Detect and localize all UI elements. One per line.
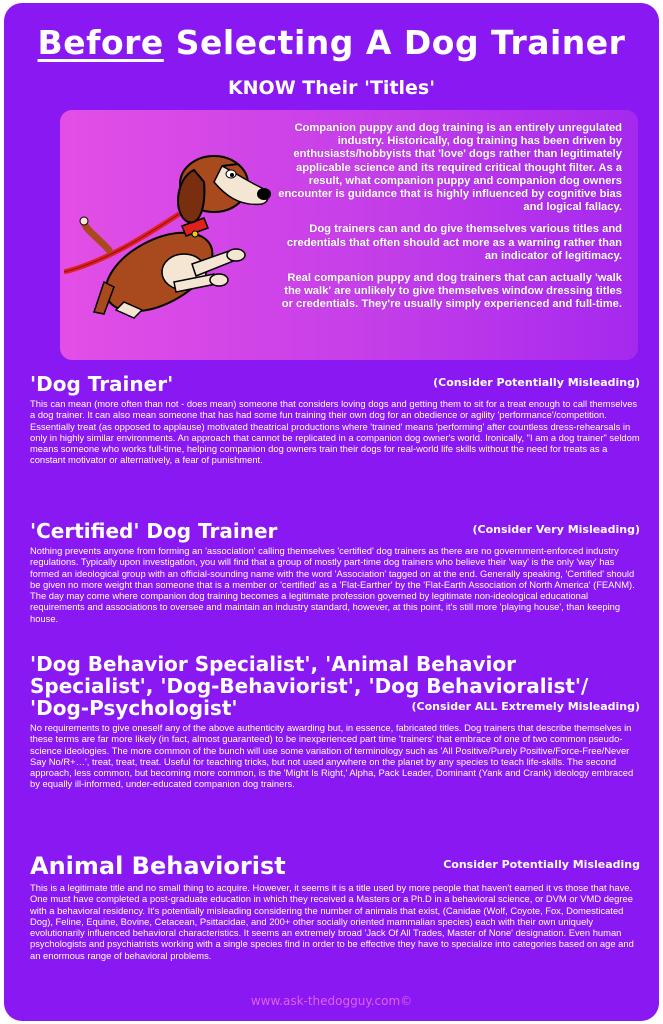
page-title — [4, 23, 659, 62]
section-title: 'Certified' Dog Trainer — [30, 519, 278, 543]
section-dog-trainer — [30, 373, 640, 466]
section-animal-behaviorist — [30, 853, 640, 961]
section-heading — [30, 853, 640, 879]
intro-paragraph: Real companion puppy and dog trainers that can actually 'walk the walk' are unlikely to give themselves window dressing titles or credentials. They're usually simply experienced and full-time. — [281, 272, 622, 311]
title-rest: Selecting A Dog Trainer — [175, 23, 626, 62]
section-title: 'Dog Trainer' — [30, 372, 174, 396]
section-tag: (Consider Potentially Misleading) — [433, 376, 640, 389]
section-certified-dog-trainer — [30, 520, 640, 624]
section-title: 'Dog Behavior Specialist', 'Animal Behavior Specialist', 'Dog-Behaviorist', 'Dog Behavioralist'/ 'Dog-Psychologist' — [30, 652, 589, 720]
intro-paragraph: Dog trainers can and do give themselves various titles and credentials that often should act more as a warning rather than an indicator of legitimacy. — [286, 223, 622, 262]
intro-text — [277, 122, 622, 321]
section-body: This can mean (more often than not - does mean) someone that considers loving dogs and getting them to sit for a treat enough to call themselves a dog trainer. It can also mean someone that has had some fun training their own dog for an obedience or agility 'performance'/competition. Essentially treat (as opposed to applause) motivated theatrical productions where 'trained' means 'performing' after countless dress-rehearsals in only in highly similar environments. An approach that cannot be replicated in a companion dog owner's world. Ironically, "I am a dog trainer" seldom means someone who works full-time, helping companion dog owners train their dogs for real-world life skills without the need for treats as a constant motivator or alternatively, a fear of punishment. — [30, 398, 640, 466]
section-tag: (Consider ALL Extremely Misleading) — [411, 700, 640, 713]
poster — [4, 3, 659, 1021]
section-tag: Consider Potentially Misleading — [443, 858, 640, 871]
section-body: No requirements to give oneself any of the above authenticity awarding but, in essence, fabricated titles. Dog trainers that describe themselves in these terms are far more likely (in fact, almost guaranteed) to be inexperienced part time 'trainers' that embrace of one of two common pseudo-science ideologies. The more common of the bunch will use some variation of terminology such as 'All Positive/Purely Positive/Force-Free/Never Say No/R+…', treat, treat, treat. Useful for teaching tricks, but not used anywhere on the planet by any species to teach life-skills. The second approach, less common, but becoming more common, is the 'Might Is Right,' Alpha, Pack Leader, Dominant (Yank and Crank) ideology embraced by equally ill-informed, under-educated companion dog trainers. — [30, 722, 634, 790]
intro-paragraph: Companion puppy and dog training is an entirely unregulated industry. Historically, dog training has been driven by enthusiasts/hobbyists that 'love' dogs rather than legitimately applicable science and its required critical thought filter. As a result, what companion puppy and companion dog owners encounter is guidance that is highly influenced by cognitive bias and logical fallacy. — [278, 122, 622, 214]
intro-box — [60, 110, 638, 360]
page-subtitle: KNOW Their 'Titles' — [227, 77, 436, 99]
section-behavior-specialist — [30, 653, 640, 790]
section-body: Nothing prevents anyone from forming an 'association' calling themselves 'certified' dog trainers as there are no government-enforced industry regulations. Typically upon investigation, you will find that a group of mostly part-time dog trainers who believe their 'way' is the only 'way' has formed an ideological group with an official-sounding name with the word 'Association' tagged on at the end. Generally speaking, 'Certified' should be given no more weight than someone that is a member or 'certified' as a 'Flat-Earther' by the 'Flat-Earth Association of North America' (FEANM). The day may come where companion dog training becomes a legitimate profession governed by legitimate non-ideological educational requirements and associations to oversee and maintain an industry standard, however, at this point, it's still more 'playing house', than keeping house. — [30, 545, 635, 624]
section-tag: (Consider Very Misleading) — [472, 523, 640, 536]
section-heading — [30, 653, 640, 719]
section-heading — [30, 520, 640, 542]
section-title: Animal Behaviorist — [30, 852, 286, 880]
footer-url: www.ask-thedogguy.com© — [250, 994, 413, 1008]
beagle-on-leash-icon — [64, 122, 274, 322]
section-body: This is a legitimate title and no small thing to acquire. However, it seems it is a title used by more people that haven't earned it vs those that have. One must have completed a post-graduate education in which they received a Masters or a Ph.D in a behavioral science, or DVM or VMD degree with a behavioral residency. It's potentially misleading considering the number of animals that exist, (Canidae (Wolf, Coyote, Fox, Domesticated Dog), Feline, Equine, Bovine, Cetacean, Psittacidae, and 200+ other socially oriented mammalian species) each with their own uniquely evolutionarily influenced behavioral characteristics. It seems an extremely broad 'Jack Of All Trades, Master of None' designation. Even human psychologists and psychiatrists working with a single species find in order to be effective they have to specialize into categories based on age and an enormous range of behavioral problems. — [30, 882, 634, 961]
title-emphasis: Before — [37, 23, 164, 62]
section-heading — [30, 373, 640, 395]
